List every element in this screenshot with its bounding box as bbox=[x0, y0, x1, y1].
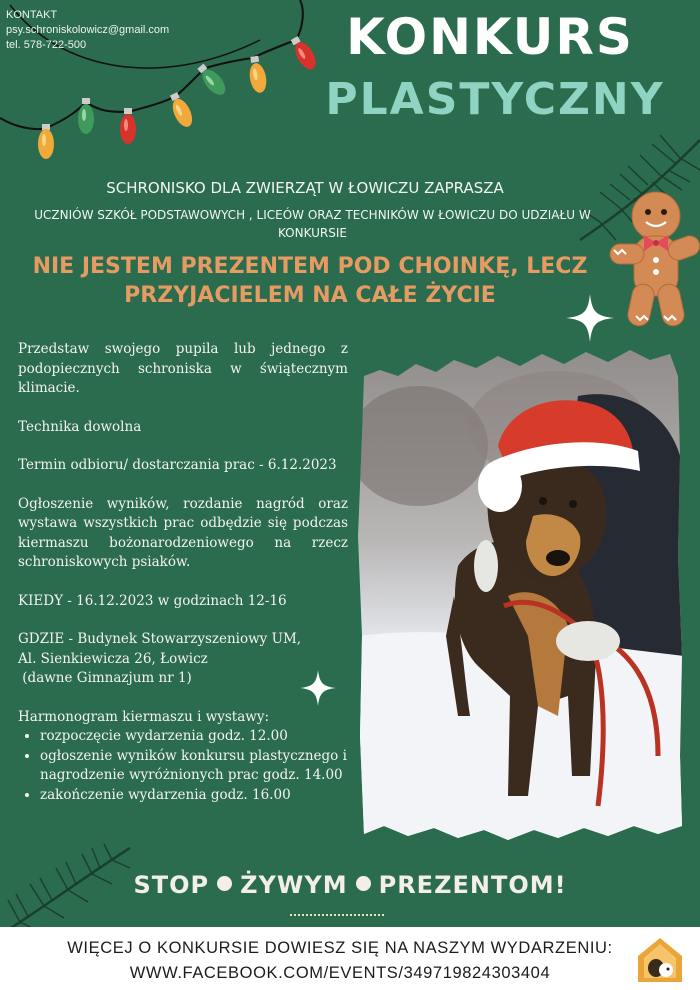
dotted-divider bbox=[290, 914, 384, 916]
bullet-dot bbox=[217, 876, 232, 891]
stop-word-1: STOP bbox=[133, 871, 210, 899]
schedule-item: • ogłoszenie wyników konkursu plastycznego i nagrodzenie wyróżnionych prac godz. 14.00 bbox=[40, 747, 348, 786]
contact-phone: tel. 578-722-500 bbox=[6, 39, 87, 51]
schedule-item: • zakończenie wydarzenia godz. 16.00 bbox=[40, 786, 348, 806]
schedule-title: Harmonogram kiermaszu i wystawy: bbox=[18, 708, 270, 725]
paragraph-when: KIEDY - 16.12.2023 w godzinach 12-16 bbox=[18, 592, 287, 609]
intro-line-1: SCHRONISKO DLA ZWIERZĄT W ŁOWICZU ZAPRASZA bbox=[106, 179, 504, 197]
slogan-line-1: NIE JESTEM PREZENTEM POD CHOINKĘ, LECZ bbox=[32, 254, 588, 279]
slogan-line-2: PRZYJACIELEM NA CAŁE ŻYCIE bbox=[124, 283, 496, 308]
where-line-1: GDZIE - Budynek Stowarzyszeniowy UM, bbox=[18, 631, 302, 647]
title-line-1: KONKURS bbox=[346, 8, 634, 66]
schedule-item: • rozpoczęcie wydarzenia godz. 12.00 bbox=[40, 727, 348, 747]
schedule-list bbox=[18, 727, 348, 805]
paragraph-where bbox=[18, 630, 348, 689]
title-line-2: PLASTYCZNY bbox=[325, 74, 665, 125]
contact-email[interactable]: psy.schroniskolowicz@gmail.com bbox=[6, 24, 170, 36]
slogan bbox=[10, 252, 610, 310]
contact-heading: KONTAKT bbox=[6, 9, 58, 21]
paragraph-description: Przedstaw swojego pupila lub jednego z podopiecznych schroniska w świątecznym klimacie. bbox=[18, 341, 348, 396]
stop-slogan bbox=[0, 868, 700, 902]
intro-line-2: UCZNIÓW SZKÓŁ PODSTAWOWYCH , LICEÓW ORAZ TECHNIKÓW W ŁOWICZU DO UDZIAŁU W KONKURSIE bbox=[34, 208, 591, 240]
stop-word-2: ŻYWYM bbox=[240, 871, 348, 899]
dog-photo bbox=[358, 336, 684, 846]
stop-word-3: PREZENTOM! bbox=[378, 871, 567, 899]
shelter-logo-icon bbox=[636, 936, 684, 984]
where-line-2: Al. Sienkiewicza 26, Łowicz bbox=[18, 650, 208, 667]
paragraph-results: Ogłoszenie wyników, rozdanie nagród oraz wystawa wszystkich prac odbędzie się podczas kiermaszu bożonarodzeniowego na rzecz schroniskowych psiaków. bbox=[18, 495, 348, 570]
paragraph-technique: Technika dowolna bbox=[18, 418, 142, 435]
footer-event-link[interactable]: WWW.FACEBOOK.COM/EVENTS/349719824303404 bbox=[129, 964, 551, 982]
sparkle-star-icon bbox=[566, 294, 614, 342]
footer-info: WIĘCEJ O KONKURSIE DOWIESZ SIĘ NA NASZYM WYDARZENIU: bbox=[67, 939, 613, 957]
paragraph-deadline: Termin odbioru/ dostarczania prac - 6.12.2023 bbox=[18, 457, 337, 473]
bullet-dot bbox=[356, 876, 371, 891]
where-line-3: (dawne Gimnazjum nr 1) bbox=[18, 670, 192, 686]
contact-block bbox=[6, 8, 169, 53]
body-text bbox=[18, 340, 348, 805]
